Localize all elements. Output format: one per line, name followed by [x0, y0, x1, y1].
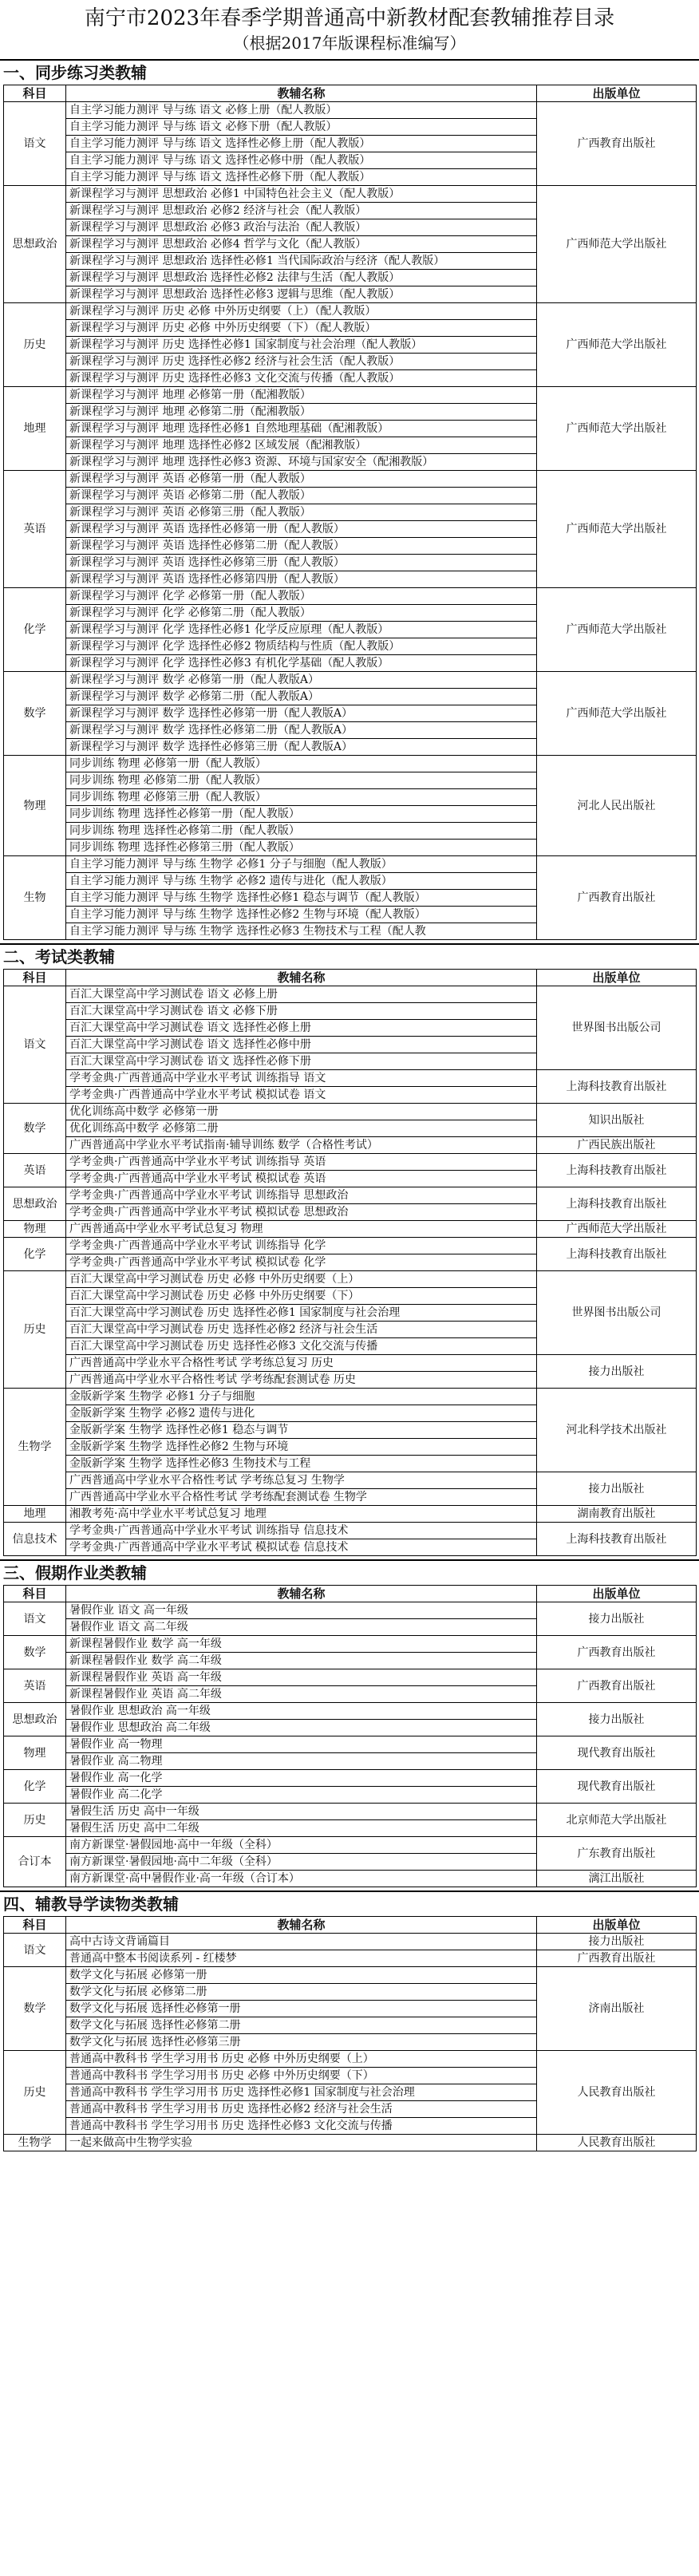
- publisher-header: 出版单位: [537, 85, 697, 102]
- book-title-cell: 学考金典·广西普通高中学业水平考试 模拟试卷 思想政治: [66, 1204, 537, 1221]
- publisher-header: 出版单位: [537, 1586, 697, 1602]
- book-title-cell: 自主学习能力测评 导与练 语文 选择性必修上册（配人教版）: [66, 136, 537, 152]
- subject-cell: 数学: [4, 1104, 66, 1154]
- book-title-cell: 新课程学习与测评 思想政治 必修4 哲学与文化（配人教版）: [66, 236, 537, 253]
- book-title-cell: 新课程学习与测评 英语 选择性必修第二册（配人教版）: [66, 538, 537, 555]
- book-title-cell: 新课程学习与测评 数学 必修第二册（配人教版A）: [66, 689, 537, 705]
- subject-cell: 生物: [4, 856, 66, 940]
- table-row: [4, 1636, 697, 1653]
- book-title-cell: 暑假作业 高二化学: [66, 1787, 537, 1804]
- book-title-cell: 数学文化与拓展 选择性必修第一册: [66, 2001, 537, 2017]
- subject-cell: 信息技术: [4, 1523, 66, 1556]
- book-title-cell: 新课程学习与测评 英语 选择性必修第一册（配人教版）: [66, 521, 537, 538]
- title-header: 教辅名称: [66, 1917, 537, 1934]
- book-title-cell: 新课程学习与测评 化学 必修第二册（配人教版）: [66, 605, 537, 622]
- book-title-cell: 普通高中教科书 学生学习用书 历史 选择性必修1 国家制度与社会治理: [66, 2084, 537, 2101]
- book-title-cell: 新课程学习与测评 思想政治 必修1 中国特色社会主义（配人教版）: [66, 186, 537, 203]
- publisher-cell: 广西师范大学出版社: [537, 588, 697, 672]
- book-title-cell: 普通高中教科书 学生学习用书 历史 选择性必修3 文化交流与传播: [66, 2118, 537, 2135]
- publisher-cell: 人民教育出版社: [537, 2051, 697, 2135]
- publisher-cell: 广西教育出版社: [537, 102, 697, 186]
- publisher-cell: 人民教育出版社: [537, 2135, 697, 2151]
- book-title-cell: 数学文化与拓展 必修第一册: [66, 1967, 537, 1984]
- subject-cell: 合订本: [4, 1837, 66, 1887]
- book-title-cell: 自主学习能力测评 导与练 生物学 选择性必修2 生物与环境（配人教版）: [66, 907, 537, 923]
- book-title-cell: 普通高中教科书 学生学习用书 历史 必修 中外历史纲要（下）: [66, 2068, 537, 2084]
- book-title-cell: 同步训练 物理 选择性必修第一册（配人教版）: [66, 806, 537, 823]
- book-title-cell: 百汇大课堂高中学习测试卷 历史 选择性必修2 经济与社会生活: [66, 1322, 537, 1338]
- book-title-cell: 新课程学习与测评 英语 选择性必修第四册（配人教版）: [66, 571, 537, 588]
- section-heading: 一、同步练习类教辅: [0, 59, 699, 85]
- publisher-cell: 现代教育出版社: [537, 1770, 697, 1804]
- book-title-cell: 广西普通高中学业水平合格性考试 学考练总复习 历史: [66, 1355, 537, 1372]
- table-row: [4, 1950, 697, 1967]
- book-title-cell: 暑假生活 历史 高中一年级: [66, 1804, 537, 1820]
- section-heading: 二、考试类教辅: [0, 943, 699, 969]
- publisher-cell: 湖南教育出版社: [537, 1506, 697, 1523]
- subject-cell: 化学: [4, 588, 66, 672]
- table-row: [4, 1804, 697, 1820]
- publisher-cell: 广西师范大学出版社: [537, 186, 697, 303]
- catalog-table: [3, 969, 697, 1556]
- book-title-cell: 百汇大课堂高中学习测试卷 历史 选择性必修3 文化交流与传播: [66, 1338, 537, 1355]
- table-row: [4, 1154, 697, 1171]
- book-title-cell: 新课程学习与测评 地理 选择性必修3 资源、环境与国家安全（配湘教版）: [66, 454, 537, 471]
- book-title-cell: 新课程学习与测评 地理 选择性必修1 自然地理基础（配湘教版）: [66, 421, 537, 437]
- book-title-cell: 自主学习能力测评 导与练 生物学 必修1 分子与细胞（配人教版）: [66, 856, 537, 873]
- book-title-cell: 学考金典·广西普通高中学业水平考试 模拟试卷 化学: [66, 1254, 537, 1271]
- table-row: [4, 1871, 697, 1887]
- publisher-cell: 漓江出版社: [537, 1871, 697, 1887]
- publisher-cell: 接力出版社: [537, 1602, 697, 1636]
- table-header-row: [4, 85, 697, 102]
- book-title-cell: 新课程学习与测评 数学 选择性必修第一册（配人教版A）: [66, 705, 537, 722]
- book-title-cell: 百汇大课堂高中学习测试卷 语文 选择性必修上册: [66, 1020, 537, 1037]
- book-title-cell: 暑假作业 高二物理: [66, 1753, 537, 1770]
- table-row: [4, 1703, 697, 1720]
- book-title-cell: 暑假作业 思想政治 高二年级: [66, 1720, 537, 1736]
- book-title-cell: 普通高中教科书 学生学习用书 历史 选择性必修2 经济与社会生活: [66, 2101, 537, 2118]
- book-title-cell: 金版新学案 生物学 必修2 遗传与进化: [66, 1405, 537, 1422]
- table-row: [4, 1137, 697, 1154]
- book-title-cell: 百汇大课堂高中学习测试卷 历史 必修 中外历史纲要（下）: [66, 1288, 537, 1305]
- book-title-cell: 新课程暑假作业 英语 高一年级: [66, 1669, 537, 1686]
- book-title-cell: 学考金典·广西普通高中学业水平考试 模拟试卷 语文: [66, 1087, 537, 1104]
- book-title-cell: 一起来做高中生物学实验: [66, 2135, 537, 2151]
- book-title-cell: 新课程学习与测评 化学 选择性必修3 有机化学基础（配人教版）: [66, 655, 537, 672]
- book-title-cell: 新课程学习与测评 思想政治 必修2 经济与社会（配人教版）: [66, 203, 537, 219]
- table-row: [4, 471, 697, 488]
- book-title-cell: 百汇大课堂高中学习测试卷 语文 选择性必修中册: [66, 1037, 537, 1053]
- book-title-cell: 金版新学案 生物学 选择性必修2 生物与环境: [66, 1439, 537, 1456]
- book-title-cell: 百汇大课堂高中学习测试卷 语文 必修下册: [66, 1003, 537, 1020]
- book-title-cell: 新课程学习与测评 思想政治 必修3 政治与法治（配人教版）: [66, 219, 537, 236]
- book-title-cell: 新课程学习与测评 思想政治 选择性必修2 法律与生活（配人教版）: [66, 270, 537, 286]
- book-title-cell: 新课程学习与测评 数学 选择性必修第二册（配人教版A）: [66, 722, 537, 739]
- book-title-cell: 普通高中整本书阅读系列 - 红楼梦: [66, 1950, 537, 1967]
- book-title-cell: 高中古诗文背诵篇目: [66, 1934, 537, 1950]
- publisher-cell: 上海科技教育出版社: [537, 1187, 697, 1221]
- title-header: 教辅名称: [66, 970, 537, 986]
- publisher-cell: 上海科技教育出版社: [537, 1238, 697, 1271]
- book-title-cell: 新课程学习与测评 历史 必修 中外历史纲要（下）（配人教版）: [66, 320, 537, 337]
- book-title-cell: 优化训练高中数学 必修第二册: [66, 1120, 537, 1137]
- subject-cell: 语文: [4, 1602, 66, 1636]
- book-title-cell: 广西普通高中学业水平合格性考试 学考练总复习 生物学: [66, 1472, 537, 1489]
- book-title-cell: 新课程暑假作业 数学 高一年级: [66, 1636, 537, 1653]
- book-title-cell: 新课程学习与测评 化学 必修第一册（配人教版）: [66, 588, 537, 605]
- book-title-cell: 新课程学习与测评 历史 必修 中外历史纲要（上）（配人教版）: [66, 303, 537, 320]
- book-title-cell: 新课程学习与测评 历史 选择性必修3 文化交流与传播（配人教版）: [66, 370, 537, 387]
- book-title-cell: 新课程学习与测评 思想政治 选择性必修3 逻辑与思维（配人教版）: [66, 286, 537, 303]
- book-title-cell: 同步训练 物理 必修第三册（配人教版）: [66, 789, 537, 806]
- catalog-content: [0, 59, 699, 2151]
- book-title-cell: 南方新课堂·暑假园地·高中二年级（全科）: [66, 1854, 537, 1871]
- table-row: [4, 1389, 697, 1405]
- publisher-cell: 广西教育出版社: [537, 1636, 697, 1669]
- publisher-cell: 广西师范大学出版社: [537, 1221, 697, 1238]
- table-row: [4, 387, 697, 404]
- subject-cell: 生物学: [4, 2135, 66, 2151]
- publisher-cell: 北京师范大学出版社: [537, 1804, 697, 1837]
- book-title-cell: 金版新学案 生物学 选择性必修3 生物技术与工程: [66, 1456, 537, 1472]
- subject-cell: 历史: [4, 2051, 66, 2135]
- publisher-cell: 接力出版社: [537, 1703, 697, 1736]
- book-title-cell: 数学文化与拓展 选择性必修第三册: [66, 2034, 537, 2051]
- table-row: [4, 1221, 697, 1238]
- publisher-header: 出版单位: [537, 1917, 697, 1934]
- publisher-cell: 广东教育出版社: [537, 1837, 697, 1871]
- title-header: 教辅名称: [66, 85, 537, 102]
- table-row: [4, 1472, 697, 1489]
- table-row: [4, 2135, 697, 2151]
- book-title-cell: 新课程学习与测评 历史 选择性必修1 国家制度与社会治理（配人教版）: [66, 337, 537, 354]
- subject-cell: 历史: [4, 1804, 66, 1837]
- subject-cell: 化学: [4, 1770, 66, 1804]
- book-title-cell: 新课程学习与测评 英语 选择性必修第三册（配人教版）: [66, 555, 537, 571]
- subject-cell: 英语: [4, 1669, 66, 1703]
- page-title: 南宁市2023年春季学期普通高中新教材配套教辅推荐目录: [84, 6, 615, 30]
- publisher-cell: 世界图书出版公司: [537, 1271, 697, 1355]
- subject-cell: 语文: [4, 102, 66, 186]
- publisher-cell: 上海科技教育出版社: [537, 1070, 697, 1104]
- subject-cell: 语文: [4, 1934, 66, 1967]
- book-title-cell: 自主学习能力测评 导与练 生物学 必修2 遗传与进化（配人教版）: [66, 873, 537, 890]
- book-title-cell: 新课程暑假作业 数学 高二年级: [66, 1653, 537, 1669]
- subject-header: 科目: [4, 1917, 66, 1934]
- subject-cell: 物理: [4, 1221, 66, 1238]
- book-title-cell: 广西普通高中学业水平考试总复习 物理: [66, 1221, 537, 1238]
- book-title-cell: 学考金典·广西普通高中学业水平考试 模拟试卷 信息技术: [66, 1539, 537, 1556]
- book-title-cell: 数学文化与拓展 必修第二册: [66, 1984, 537, 2001]
- subject-cell: 历史: [4, 303, 66, 387]
- book-title-cell: 百汇大课堂高中学习测试卷 历史 选择性必修1 国家制度与社会治理: [66, 1305, 537, 1322]
- table-row: [4, 1238, 697, 1254]
- subject-cell: 数学: [4, 1636, 66, 1669]
- table-header-row: [4, 970, 697, 986]
- book-title-cell: 湘教考苑·高中学业水平考试总复习 地理: [66, 1506, 537, 1523]
- subject-header: 科目: [4, 85, 66, 102]
- book-title-cell: 新课程学习与测评 英语 必修第二册（配人教版）: [66, 488, 537, 504]
- table-row: [4, 856, 697, 873]
- book-title-cell: 同步训练 物理 选择性必修第二册（配人教版）: [66, 823, 537, 840]
- subject-cell: 思想政治: [4, 1187, 66, 1221]
- book-title-cell: 新课程学习与测评 思想政治 选择性必修1 当代国际政治与经济（配人教版）: [66, 253, 537, 270]
- subject-cell: 英语: [4, 1154, 66, 1187]
- book-title-cell: 学考金典·广西普通高中学业水平考试 训练指导 信息技术: [66, 1523, 537, 1539]
- book-title-cell: 自主学习能力测评 导与练 语文 必修下册（配人教版）: [66, 119, 537, 136]
- publisher-cell: 广西师范大学出版社: [537, 672, 697, 756]
- book-title-cell: 同步训练 物理 选择性必修第三册（配人教版）: [66, 840, 537, 856]
- catalog-table: [3, 1585, 697, 1887]
- table-row: [4, 1523, 697, 1539]
- subject-cell: 数学: [4, 672, 66, 756]
- page-subtitle: （根据2017年版课程标准编写）: [233, 34, 466, 53]
- publisher-cell: 现代教育出版社: [537, 1736, 697, 1770]
- book-title-cell: 暑假作业 思想政治 高一年级: [66, 1703, 537, 1720]
- publisher-cell: 广西教育出版社: [537, 856, 697, 940]
- book-title-cell: 百汇大课堂高中学习测试卷 语文 选择性必修下册: [66, 1053, 537, 1070]
- book-title-cell: 自主学习能力测评 导与练 语文 选择性必修中册（配人教版）: [66, 152, 537, 169]
- book-title-cell: 金版新学案 生物学 选择性必修1 稳态与调节: [66, 1422, 537, 1439]
- publisher-cell: 上海科技教育出版社: [537, 1154, 697, 1187]
- publisher-cell: 广西师范大学出版社: [537, 387, 697, 471]
- book-title-cell: 百汇大课堂高中学习测试卷 语文 必修上册: [66, 986, 537, 1003]
- book-title-cell: 自主学习能力测评 导与练 生物学 选择性必修3 生物技术与工程（配人教: [66, 923, 537, 940]
- table-row: [4, 1669, 697, 1686]
- book-title-cell: 普通高中教科书 学生学习用书 历史 必修 中外历史纲要（上）: [66, 2051, 537, 2068]
- book-title-cell: 新课程学习与测评 历史 选择性必修2 经济与社会生活（配人教版）: [66, 354, 537, 370]
- subject-cell: 历史: [4, 1271, 66, 1389]
- publisher-cell: 知识出版社: [537, 1104, 697, 1137]
- catalog-table: [3, 1916, 697, 2151]
- table-row: [4, 303, 697, 320]
- publisher-cell: 济南出版社: [537, 1967, 697, 2051]
- book-title-cell: 百汇大课堂高中学习测试卷 历史 必修 中外历史纲要（上）: [66, 1271, 537, 1288]
- book-title-cell: 新课程学习与测评 化学 选择性必修2 物质结构与性质（配人教版）: [66, 638, 537, 655]
- publisher-cell: 接力出版社: [537, 1355, 697, 1389]
- table-row: [4, 1104, 697, 1120]
- book-title-cell: 数学文化与拓展 选择性必修第二册: [66, 2017, 537, 2034]
- book-title-cell: 新课程学习与测评 地理 必修第一册（配湘教版）: [66, 387, 537, 404]
- book-title-cell: 广西普通高中学业水平考试指南·辅导训练 数学（合格性考试）: [66, 1137, 537, 1154]
- publisher-cell: 河北人民出版社: [537, 756, 697, 856]
- subject-cell: 语文: [4, 986, 66, 1104]
- subject-cell: 生物学: [4, 1389, 66, 1506]
- table-row: [4, 1934, 697, 1950]
- subject-cell: 思想政治: [4, 1703, 66, 1736]
- publisher-cell: 广西教育出版社: [537, 1669, 697, 1703]
- publisher-header: 出版单位: [537, 970, 697, 986]
- table-row: [4, 1271, 697, 1288]
- book-title-cell: 学考金典·广西普通高中学业水平考试 训练指导 思想政治: [66, 1187, 537, 1204]
- table-row: [4, 756, 697, 772]
- table-row: [4, 1736, 697, 1753]
- table-row: [4, 588, 697, 605]
- table-row: [4, 1770, 697, 1787]
- table-row: [4, 1187, 697, 1204]
- book-title-cell: 南方新课堂·高中暑假作业·高一年级（合订本）: [66, 1871, 537, 1887]
- book-title-cell: 新课程学习与测评 英语 必修第一册（配人教版）: [66, 471, 537, 488]
- table-row: [4, 1837, 697, 1854]
- book-title-cell: 新课程学习与测评 数学 选择性必修第三册（配人教版A）: [66, 739, 537, 756]
- publisher-cell: 广西民族出版社: [537, 1137, 697, 1154]
- book-title-cell: 新课程学习与测评 英语 必修第三册（配人教版）: [66, 504, 537, 521]
- table-row: [4, 1967, 697, 1984]
- subject-cell: 物理: [4, 1736, 66, 1770]
- table-row: [4, 1355, 697, 1372]
- book-title-cell: 优化训练高中数学 必修第一册: [66, 1104, 537, 1120]
- book-title-cell: 同步训练 物理 必修第二册（配人教版）: [66, 772, 537, 789]
- book-title-cell: 暑假作业 语文 高二年级: [66, 1619, 537, 1636]
- subject-header: 科目: [4, 970, 66, 986]
- table-row: [4, 1602, 697, 1619]
- subject-cell: 化学: [4, 1238, 66, 1271]
- publisher-cell: 世界图书出版公司: [537, 986, 697, 1070]
- table-row: [4, 2051, 697, 2068]
- publisher-cell: 广西师范大学出版社: [537, 471, 697, 588]
- subject-cell: 物理: [4, 756, 66, 856]
- publisher-cell: 广西师范大学出版社: [537, 303, 697, 387]
- book-title-cell: 新课程暑假作业 英语 高二年级: [66, 1686, 537, 1703]
- book-title-cell: 学考金典·广西普通高中学业水平考试 模拟试卷 英语: [66, 1171, 537, 1187]
- table-row: [4, 986, 697, 1003]
- publisher-cell: 接力出版社: [537, 1934, 697, 1950]
- book-title-cell: 暑假生活 历史 高中二年级: [66, 1820, 537, 1837]
- book-title-cell: 暑假作业 高一物理: [66, 1736, 537, 1753]
- subject-cell: 地理: [4, 1506, 66, 1523]
- book-title-cell: 自主学习能力测评 导与练 语文 必修上册（配人教版）: [66, 102, 537, 119]
- table-row: [4, 1506, 697, 1523]
- book-title-cell: 南方新课堂·暑假园地·高中一年级（全科）: [66, 1837, 537, 1854]
- table-header-row: [4, 1917, 697, 1934]
- subject-cell: 地理: [4, 387, 66, 471]
- book-title-cell: 同步训练 物理 必修第一册（配人教版）: [66, 756, 537, 772]
- book-title-cell: 广西普通高中学业水平合格性考试 学考练配套测试卷 历史: [66, 1372, 537, 1389]
- table-header-row: [4, 1586, 697, 1602]
- publisher-cell: 河北科学技术出版社: [537, 1389, 697, 1472]
- publisher-cell: 上海科技教育出版社: [537, 1523, 697, 1556]
- publisher-cell: 广西教育出版社: [537, 1950, 697, 1967]
- table-row: [4, 102, 697, 119]
- book-title-cell: 新课程学习与测评 地理 必修第二册（配湘教版）: [66, 404, 537, 421]
- book-title-cell: 自主学习能力测评 导与练 语文 选择性必修下册（配人教版）: [66, 169, 537, 186]
- book-title-cell: 暑假作业 高一化学: [66, 1770, 537, 1787]
- book-title-cell: 暑假作业 语文 高一年级: [66, 1602, 537, 1619]
- section-heading: 三、假期作业类教辅: [0, 1559, 699, 1585]
- book-title-cell: 金版新学案 生物学 必修1 分子与细胞: [66, 1389, 537, 1405]
- catalog-table: [3, 85, 697, 940]
- book-title-cell: 广西普通高中学业水平合格性考试 学考练配套测试卷 生物学: [66, 1489, 537, 1506]
- book-title-cell: 新课程学习与测评 数学 必修第一册（配人教版A）: [66, 672, 537, 689]
- book-title-cell: 新课程学习与测评 化学 选择性必修1 化学反应原理（配人教版）: [66, 622, 537, 638]
- table-row: [4, 672, 697, 689]
- subject-cell: 思想政治: [4, 186, 66, 303]
- section-heading: 四、辅教导学读物类教辅: [0, 1891, 699, 1916]
- book-title-cell: 学考金典·广西普通高中学业水平考试 训练指导 英语: [66, 1154, 537, 1171]
- table-row: [4, 186, 697, 203]
- subject-cell: 英语: [4, 471, 66, 588]
- book-title-cell: 新课程学习与测评 地理 选择性必修2 区域发展（配湘教版）: [66, 437, 537, 454]
- book-title-cell: 学考金典·广西普通高中学业水平考试 训练指导 化学: [66, 1238, 537, 1254]
- publisher-cell: 接力出版社: [537, 1472, 697, 1506]
- book-title-cell: 学考金典·广西普通高中学业水平考试 训练指导 语文: [66, 1070, 537, 1087]
- table-row: [4, 1070, 697, 1087]
- book-title-cell: 自主学习能力测评 导与练 生物学 选择性必修1 稳态与调节（配人教版）: [66, 890, 537, 907]
- subject-header: 科目: [4, 1586, 66, 1602]
- subject-cell: 数学: [4, 1967, 66, 2051]
- title-header: 教辅名称: [66, 1586, 537, 1602]
